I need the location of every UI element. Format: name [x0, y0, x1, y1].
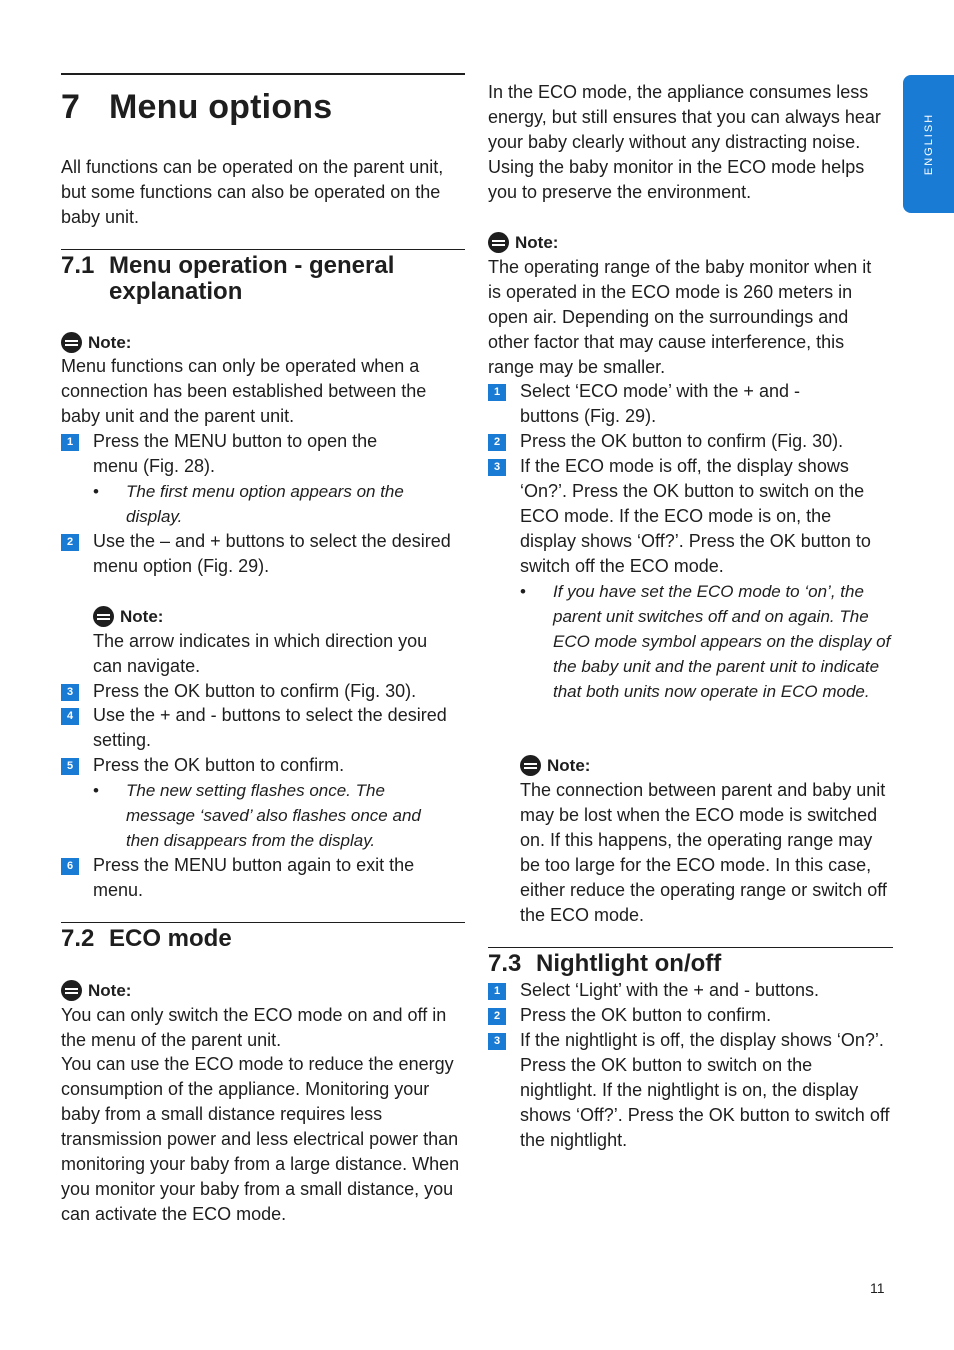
step-item: [488, 379, 893, 429]
step-text: Press the OK button to confirm.: [93, 755, 345, 775]
note-label: Note:: [515, 232, 559, 252]
section-heading-7-3: [488, 951, 893, 977]
step-text: Press the OK button to confirm (Fig. 30).: [520, 431, 844, 451]
step-text: Press the MENU button to open the menu (Fig. 28).: [93, 431, 378, 476]
note-text: The operating range of the baby monitor when it is operated in the ECO mode is 260 meters in open air. Depending on the surroundings and other factor that may cause interference, this range may be smaller.: [488, 257, 872, 377]
note-text: Menu functions can only be operated when a connection has been established between the baby unit and the parent unit.: [61, 356, 427, 426]
step-item: [61, 753, 465, 778]
language-tab: [903, 75, 954, 213]
section-title: ECO mode: [109, 925, 232, 952]
step-number-badge: 3: [488, 459, 506, 476]
section-number: 7.2: [61, 925, 95, 952]
note-icon: [488, 232, 509, 253]
eco-paragraph: You can use the ECO mode to reduce the energy consumption of the appliance. Monitoring your baby from a small distance requires less transmission power and less electrical power than monitoring your baby from a large distance. When you monitor your baby from a small distance, you can activate the ECO mode.: [61, 1054, 460, 1224]
result-bullet: [93, 479, 465, 529]
note-heading: [61, 332, 131, 353]
step-text: Press the MENU button again to exit the menu.: [93, 855, 415, 900]
top-rule: [61, 73, 465, 75]
step-number-badge: 2: [61, 534, 79, 551]
section-number: 7.1: [61, 252, 95, 279]
section-title-line1: Menu operation - general: [109, 252, 395, 279]
step-item: [61, 529, 465, 579]
step-number-badge: 1: [488, 983, 506, 1000]
note-heading: [93, 606, 163, 627]
note-heading: [520, 755, 590, 776]
bullet-text: The first menu option appears on the display.: [126, 482, 404, 526]
bullet-mark: •: [93, 781, 99, 800]
note-text: The arrow indicates in which direction you can navigate.: [93, 631, 428, 676]
note-label: Note:: [88, 980, 132, 1000]
note-icon: [61, 980, 82, 1001]
step-text: If the nightlight is off, the display shows ‘On?’. Press the OK button to switch on the nightlight. If the nightlight is on, the display shows ‘Off?’. Press the OK button to switch off the nightlight.: [520, 1030, 890, 1150]
section-heading-7-1: [61, 253, 465, 305]
bullet-text: The new setting flashes once. The message ‘saved’ also flashes once and then disappears from the display.: [126, 781, 421, 850]
step-item: [488, 454, 893, 579]
step-number-badge: 2: [488, 1008, 506, 1025]
step-item: [488, 978, 893, 1003]
section-number: 7.3: [488, 950, 522, 977]
note-icon: [93, 606, 114, 627]
chapter-title-text: Menu options: [109, 88, 333, 126]
bullet-mark: •: [93, 482, 99, 501]
chapter-number: 7: [61, 88, 81, 126]
section-rule: [61, 249, 465, 250]
step-item: [61, 679, 465, 704]
step-text: Use the + and - buttons to select the desired setting.: [93, 705, 447, 750]
language-label: ENGLISH: [922, 112, 935, 176]
chapter-title: [61, 88, 332, 127]
step-item: [61, 703, 465, 753]
bullet-mark: •: [520, 582, 526, 601]
step-number-badge: 1: [488, 384, 506, 401]
step-text: Press the OK button to confirm.: [520, 1005, 772, 1025]
step-number-badge: 3: [488, 1033, 506, 1050]
note-heading: [488, 232, 558, 253]
section-title: Nightlight on/off: [536, 950, 722, 977]
intro-paragraph: All functions can be operated on the parent unit, but some functions can also be operated on the baby unit.: [61, 157, 444, 227]
bullet-text: If you have set the ECO mode to ‘on’, the parent unit switches off and on again. The ECO mode symbol appears on the display of the baby unit and the parent unit to indicate that both units now operate in ECO mode.: [553, 582, 891, 701]
eco-paragraph: In the ECO mode, the appliance consumes less energy, but still ensures that you can always hear your baby clearly without any distracting noise. Using the baby monitor in the ECO mode helps you to preserve the environment.: [488, 82, 881, 202]
section-title-line2: explanation: [109, 278, 243, 305]
step-text: Use the – and + buttons to select the desired menu option (Fig. 29).: [93, 531, 451, 576]
page-number: 11: [870, 1280, 885, 1296]
note-icon: [520, 755, 541, 776]
note-text: You can only switch the ECO mode on and off in the menu of the parent unit.: [61, 1005, 447, 1050]
step-number-badge: 2: [488, 434, 506, 451]
step-item: [488, 1028, 893, 1153]
step-item: [61, 853, 465, 903]
section-rule: [488, 947, 893, 948]
note-label: Note:: [120, 606, 164, 626]
step-number-badge: 5: [61, 758, 79, 775]
step-number-badge: 1: [61, 434, 79, 451]
step-item: [488, 429, 893, 454]
note-heading: [61, 980, 131, 1001]
note-label: Note:: [547, 755, 591, 775]
step-item: [488, 1003, 893, 1028]
note-label: Note:: [88, 332, 132, 352]
step-number-badge: 3: [61, 684, 79, 701]
step-text: Select ‘ECO mode’ with the + and - buttons (Fig. 29).: [520, 381, 800, 426]
step-text: If the ECO mode is off, the display shows ‘On?’. Press the OK button to switch on the ECO mode. If the ECO mode is on, the display shows ‘Off?’. Press the OK button to switch off the ECO mode.: [520, 456, 871, 576]
note-icon: [61, 332, 82, 353]
step-number-badge: 4: [61, 708, 79, 725]
result-bullet: [520, 579, 893, 704]
step-number-badge: 6: [61, 858, 79, 875]
step-text: Press the OK button to confirm (Fig. 30).: [93, 681, 417, 701]
result-bullet: [93, 778, 465, 853]
note-text: The connection between parent and baby unit may be lost when the ECO mode is switched on. If this happens, the operating range may be too large for the ECO mode. In this case, either reduce the operating range or switch off the ECO mode.: [520, 780, 887, 925]
step-item: [61, 429, 465, 479]
section-rule: [61, 922, 465, 923]
section-heading-7-2: [61, 926, 465, 952]
step-text: Select ‘Light’ with the + and - buttons.: [520, 980, 820, 1000]
